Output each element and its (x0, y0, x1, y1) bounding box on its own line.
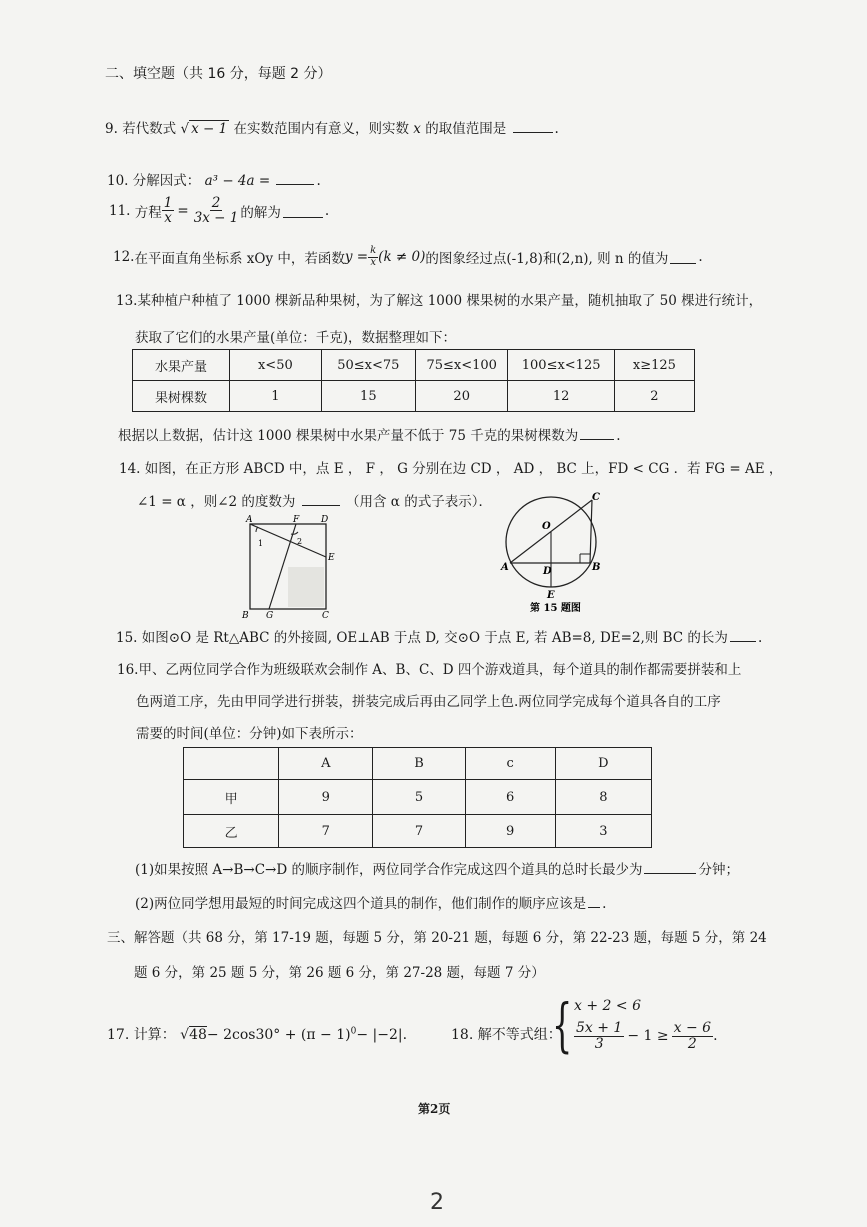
label-d: D (543, 566, 552, 577)
label-a: A (501, 562, 509, 573)
numerator: x − 6 (673, 1020, 712, 1036)
condition: (k ≠ 0) (378, 249, 426, 265)
table-cell: A (279, 748, 373, 780)
inequality-2 (574, 1021, 718, 1051)
denominator: 3 (594, 1035, 604, 1052)
section-title-solutions-line-2: 题 6 分，第 25 题 5 分，第 26 题 6 分，第 27-28 题，每题 7 分） (134, 965, 545, 981)
table-cell: 8 (555, 780, 651, 815)
question-13-line-3 (118, 424, 621, 444)
table-cell: 6 (465, 780, 555, 815)
answer-blank (730, 640, 756, 642)
table-cell: x<50 (230, 350, 322, 381)
question-text: (2)两位同学想用最短的时间完成这四个道具的制作，他们制作的顺序应该是 (135, 896, 587, 912)
answer-blank (580, 438, 614, 440)
question-text: 某种植户种植了 1000 棵新品种果树，为了解这 1000 棵果树的水果产量，随机抽取了 50 棵进行统计， (137, 293, 763, 309)
table-cell: D (555, 748, 651, 780)
question-number: 16. (117, 662, 139, 678)
table-cell: 12 (508, 381, 614, 412)
table-cell: 9 (465, 815, 555, 848)
question-13-line-2: 获取了它们的水果产量(单位：千克)，数据整理如下： (135, 330, 457, 346)
label-b: B (592, 562, 601, 573)
question-number: 10. (107, 173, 129, 189)
table-cell: 水果产量 (133, 350, 230, 381)
question-number: 12. (113, 249, 135, 265)
numerator: k (370, 245, 377, 256)
fraction-left (574, 1021, 624, 1051)
label-b: B (242, 611, 249, 620)
denominator: 3x − 1 (193, 210, 239, 227)
answer-blank (670, 262, 696, 264)
question-14-line-1 (119, 457, 782, 477)
question-text: (1)如果按照 A→B→C→D 的顺序制作，两位同学合作完成这四个道具的总时长最少为 (135, 862, 643, 878)
question-text: 甲、乙两位同学合作为班级联欢会制作 A、B、C、D 四个游戏道具，每个道具的制作都需要拼装和上 (138, 662, 742, 678)
inequality-1: x + 2 < 6 (574, 998, 641, 1014)
function-y: y = (344, 249, 369, 265)
fraction-rhs (192, 196, 241, 225)
period: . (602, 896, 607, 912)
fraction-right (672, 1021, 713, 1051)
question-12 (113, 246, 703, 268)
production-time-table (183, 747, 652, 848)
period: . (554, 121, 559, 137)
period: . (402, 1027, 408, 1043)
numerator: 5x + 1 (576, 1020, 623, 1036)
page-number: 2 (430, 1190, 444, 1215)
equals: = (177, 202, 189, 219)
period: . (616, 428, 621, 444)
math-expression-2: − |−2| (356, 1027, 403, 1043)
question-number: 15. (116, 630, 138, 646)
denominator: 2 (687, 1035, 697, 1052)
table-cell (184, 748, 279, 780)
math-expression: a³ − 4a = (204, 173, 271, 189)
table-cell: 果树棵数 (133, 381, 230, 412)
sqrt-expression: √48 (180, 1027, 207, 1043)
section-title-fill-in: 二、填空题（共 16 分，每题 2 分） (105, 66, 332, 82)
table-cell: 2 (614, 381, 694, 412)
question-11 (109, 196, 329, 225)
table-cell: 20 (415, 381, 508, 412)
question-text: 计算： (133, 1027, 176, 1043)
question-number: 14. (119, 461, 141, 477)
answer-blank (588, 906, 600, 908)
question-16-line-2: 色两道工序，先由甲同学进行拼装，拼装完成后再由乙同学上色.两位同学完成每个道具各自的工序 (136, 694, 721, 710)
table-cell: 5 (373, 780, 465, 815)
table-cell: 7 (279, 815, 373, 848)
period: . (324, 202, 330, 219)
question-text: 在平面直角坐标系 xOy 中，若函数 (134, 251, 345, 267)
label-o: O (542, 521, 551, 532)
system-brace: { (552, 991, 573, 1059)
figure-caption: 第 15 题图 (530, 603, 581, 614)
table-cell: 9 (279, 780, 373, 815)
label-c: C (322, 611, 329, 620)
label-c: C (592, 492, 600, 503)
question-number: 13. (116, 293, 138, 309)
unit-text: 分钟； (698, 862, 739, 878)
question-number: 18. (451, 1027, 474, 1043)
question-10 (107, 169, 321, 189)
question-15 (116, 626, 762, 646)
answer-blank (302, 504, 340, 506)
numerator: 1 (163, 195, 173, 211)
table-row (184, 748, 652, 780)
answer-blank (644, 872, 696, 874)
table-cell: 50≤x<75 (321, 350, 415, 381)
table-row (184, 780, 652, 815)
shaded-speckle (288, 567, 324, 607)
radicand: x − 1 (191, 121, 228, 137)
square-figure (238, 512, 338, 620)
circle-figure (498, 484, 608, 614)
denominator: x (370, 256, 376, 268)
question-text: 若代数式 (122, 121, 177, 137)
table-cell: 乙 (184, 815, 279, 848)
table-row (133, 381, 695, 412)
period: . (316, 173, 321, 189)
table-cell: 7 (373, 815, 465, 848)
label-e: E (547, 590, 555, 601)
denominator: x (164, 210, 172, 227)
question-text: 根据以上数据，估计这 1000 棵果树中水果产量不低于 75 千克的果树棵数为 (118, 428, 579, 444)
answer-blank (513, 131, 553, 133)
label-d: D (321, 515, 329, 525)
fraction-k-over-x (368, 246, 378, 268)
label-e: E (328, 553, 335, 563)
side-bc (590, 500, 592, 563)
answer-blank (283, 216, 323, 218)
question-16-part-2 (135, 892, 606, 912)
angle-2-arc (291, 532, 298, 534)
label-g: G (266, 611, 274, 620)
label-a: A (246, 515, 253, 525)
question-17 (107, 1024, 407, 1044)
table-cell: B (373, 748, 465, 780)
question-text: 方程 (134, 204, 162, 221)
table-cell: 1 (230, 381, 322, 412)
question-text-2: 在实数范围内有意义，则实数 (233, 121, 409, 137)
question-text: ∠1 = α ，则∠2 的度数为 (137, 494, 296, 510)
page-footer: 第2页 (418, 1102, 451, 1116)
label-angle-2: 2 (297, 537, 303, 546)
math-expression: − 2cos30° + (π − 1) (206, 1027, 351, 1043)
question-16-line-3: 需要的时间(单位：分钟)如下表所示： (136, 726, 363, 742)
question-text: 如图⊙O 是 Rt△ABC 的外接圆, OE⊥AB 于点 D, 交⊙O 于点 E, 若 AB=8, DE=2,则 BC 的长为 (141, 630, 728, 646)
question-text: 如图，在正方形 ABCD 中，点 E ， F ， G 分别在边 CD ， AD ， BC 上，FD < CG ．若 FG = AE ， (144, 461, 783, 477)
table-row (133, 350, 695, 381)
period: . (698, 249, 703, 265)
table-cell: 15 (321, 381, 415, 412)
table-row (184, 815, 652, 848)
numerator: 2 (211, 195, 221, 211)
question-text-3: 的取值范围是 (425, 121, 507, 137)
question-16-part-1 (135, 858, 739, 878)
question-text: 分解因式： (132, 173, 201, 189)
table-cell: 100≤x<125 (508, 350, 614, 381)
question-14-line-2 (137, 490, 492, 510)
answer-blank (276, 183, 314, 185)
label-f: F (293, 515, 300, 525)
question-13-line-1 (116, 289, 762, 309)
question-text-2: （用含 α 的式子表示）． (346, 494, 492, 510)
sqrt-expression: √ x − 1 (180, 121, 228, 137)
section-title-solutions: 三、解答题（共 68 分，第 17-19 题，每题 5 分，第 20-21 题，每题 6 分，第 22-23 题，每题 5 分，第 24 (107, 930, 767, 946)
variable: x (413, 121, 421, 137)
question-18-label (451, 1024, 562, 1044)
period: . (757, 630, 763, 646)
table-cell: 75≤x<100 (415, 350, 508, 381)
question-text-2: 的解为 (240, 204, 281, 221)
angle-1-arc (256, 527, 258, 532)
question-16-line-1 (117, 658, 741, 678)
table-cell: x≥125 (614, 350, 694, 381)
table-cell: 甲 (184, 780, 279, 815)
question-text-2: 的图象经过点(-1,8)和(2,n), 则 n 的值为 (425, 251, 669, 267)
math-operator: − 1 ≥ (627, 1028, 669, 1045)
question-number: 11. (109, 202, 131, 219)
question-9 (105, 117, 559, 137)
period: . (713, 1028, 718, 1045)
fruit-yield-table (132, 349, 695, 412)
label-angle-1: 1 (258, 539, 264, 548)
exponent: 0 (350, 1026, 357, 1037)
question-text: 解不等式组： (477, 1027, 562, 1043)
question-number: 9. (105, 121, 118, 137)
table-cell: 3 (555, 815, 651, 848)
radicand: 48 (189, 1027, 207, 1043)
question-number: 17. (107, 1027, 130, 1043)
table-cell: c (465, 748, 555, 780)
fraction-lhs (162, 196, 175, 225)
